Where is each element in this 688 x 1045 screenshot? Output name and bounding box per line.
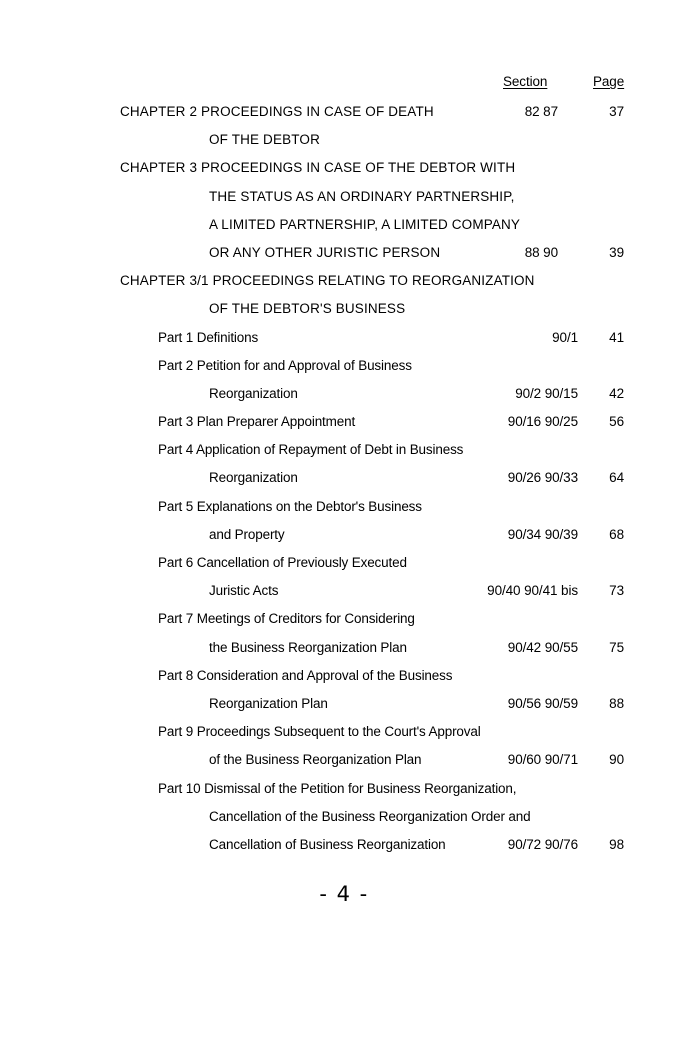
- page-column-header: Page: [593, 74, 625, 89]
- toc-entry-label: Cancellation of the Business Reorganization Order and: [209, 808, 531, 824]
- toc-entry-label: OF THE DEBTOR'S BUSINESS: [209, 301, 406, 317]
- toc-entry-section: 90/34 90/39: [507, 526, 578, 542]
- toc-entry-label: CHAPTER 3/1 PROCEEDINGS RELATING TO REORGANIZATION: [120, 273, 535, 289]
- toc-entry-section: 82 87: [524, 104, 558, 119]
- toc-entry-row: [0, 554, 688, 582]
- toc-entry-row: [0, 103, 688, 131]
- toc-entry-row: [0, 385, 688, 413]
- toc-entry-page: 64: [609, 470, 624, 486]
- toc-entry-label: Part 3 Plan Preparer Appointment: [158, 414, 356, 430]
- toc-entry-label: Reorganization: [209, 470, 298, 486]
- toc-entry-row: [0, 357, 688, 385]
- toc-entry-label: Cancellation of Business Reorganization: [209, 836, 446, 852]
- section-column-header: Section: [503, 74, 548, 89]
- toc-entry-row: [0, 526, 688, 554]
- column-header-row: [0, 74, 688, 94]
- toc-entry-row: [0, 723, 688, 751]
- toc-entry-label: A LIMITED PARTNERSHIP, A LIMITED COMPANY: [209, 216, 521, 232]
- toc-entry-label: CHAPTER 2 PROCEEDINGS IN CASE OF DEATH: [120, 104, 434, 119]
- toc-entry-page: 39: [609, 244, 624, 260]
- toc-entry-row: [0, 441, 688, 469]
- toc-entry-label: Reorganization: [209, 385, 298, 401]
- toc-entry-section: 90/56 90/59: [507, 695, 578, 711]
- toc-entry-row: [0, 695, 688, 723]
- toc-entry-label: the Business Reorganization Plan: [209, 639, 407, 655]
- toc-entry-row: [0, 300, 688, 328]
- toc-entry-label: Part 10 Dismissal of the Petition for Business Reorganization,: [158, 780, 517, 796]
- toc-entry-row: [0, 159, 688, 187]
- toc-entry-section: 90/42 90/55: [507, 639, 578, 655]
- table-of-contents: [0, 103, 688, 864]
- toc-entry-section: 90/1: [552, 329, 578, 345]
- toc-entry-label: Part 2 Petition for and Approval of Business: [158, 357, 412, 373]
- toc-entry-section: 90/16 90/25: [507, 414, 578, 430]
- toc-entry-label: Part 1 Definitions: [158, 329, 259, 345]
- toc-entry-label: OR ANY OTHER JURISTIC PERSON: [209, 244, 441, 260]
- toc-entry-row: [0, 131, 688, 159]
- toc-entry-label: CHAPTER 3 PROCEEDINGS IN CASE OF THE DEBTOR WITH: [120, 160, 516, 176]
- toc-entry-row: [0, 329, 688, 357]
- toc-entry-label: OF THE DEBTOR: [209, 132, 320, 148]
- toc-entry-row: [0, 469, 688, 497]
- toc-entry-row: [0, 188, 688, 216]
- toc-entry-row: [0, 610, 688, 638]
- toc-entry-label: Part 5 Explanations on the Debtor's Business: [158, 498, 422, 514]
- toc-entry-section: 90/72 90/76: [507, 836, 578, 852]
- toc-entry-row: [0, 667, 688, 695]
- toc-entry-page: 75: [609, 639, 624, 655]
- toc-entry-label: and Property: [209, 526, 285, 542]
- toc-entry-label: THE STATUS AS AN ORDINARY PARTNERSHIP,: [209, 188, 515, 204]
- toc-entry-row: [0, 498, 688, 526]
- toc-entry-page: 42: [609, 385, 624, 401]
- toc-entry-page: 56: [609, 414, 624, 430]
- toc-entry-row: [0, 836, 688, 864]
- toc-entry-row: [0, 808, 688, 836]
- toc-entry-page: 90: [609, 752, 624, 768]
- toc-entry-section: 90/2 90/15: [515, 385, 578, 401]
- toc-entry-row: [0, 780, 688, 808]
- toc-entry-page: 98: [609, 836, 624, 852]
- page-number-footer: - 4 -: [319, 882, 369, 906]
- toc-entry-row: [0, 244, 688, 272]
- toc-entry-label: Reorganization Plan: [209, 695, 328, 711]
- toc-entry-section: 88 90: [524, 244, 558, 260]
- toc-entry-page: 88: [609, 695, 624, 711]
- toc-entry-label: Part 7 Meetings of Creditors for Considering: [158, 611, 415, 627]
- toc-entry-label: Juristic Acts: [209, 583, 279, 599]
- toc-entry-section: 90/26 90/33: [507, 470, 578, 486]
- toc-entry-section: 90/60 90/71: [507, 752, 578, 768]
- toc-entry-label: Part 6 Cancellation of Previously Executed: [158, 555, 407, 570]
- toc-entry-row: [0, 216, 688, 244]
- toc-entry-label: Part 8 Consideration and Approval of the Business: [158, 667, 453, 683]
- toc-entry-row: [0, 582, 688, 610]
- toc-entry-label: Part 9 Proceedings Subsequent to the Court's Approval: [158, 724, 481, 740]
- toc-entry-page: 68: [609, 526, 624, 542]
- toc-entry-row: [0, 272, 688, 300]
- toc-entry-row: [0, 751, 688, 779]
- toc-entry-row: [0, 639, 688, 667]
- toc-entry-label: of the Business Reorganization Plan: [209, 752, 422, 768]
- toc-entry-label: Part 4 Application of Repayment of Debt in Business: [158, 442, 464, 458]
- toc-entry-page: 73: [609, 583, 624, 599]
- toc-entry-page: 41: [609, 329, 624, 345]
- toc-entry-section: 90/40 90/41 bis: [487, 583, 578, 599]
- toc-entry-row: [0, 413, 688, 441]
- toc-entry-page: 37: [609, 104, 624, 119]
